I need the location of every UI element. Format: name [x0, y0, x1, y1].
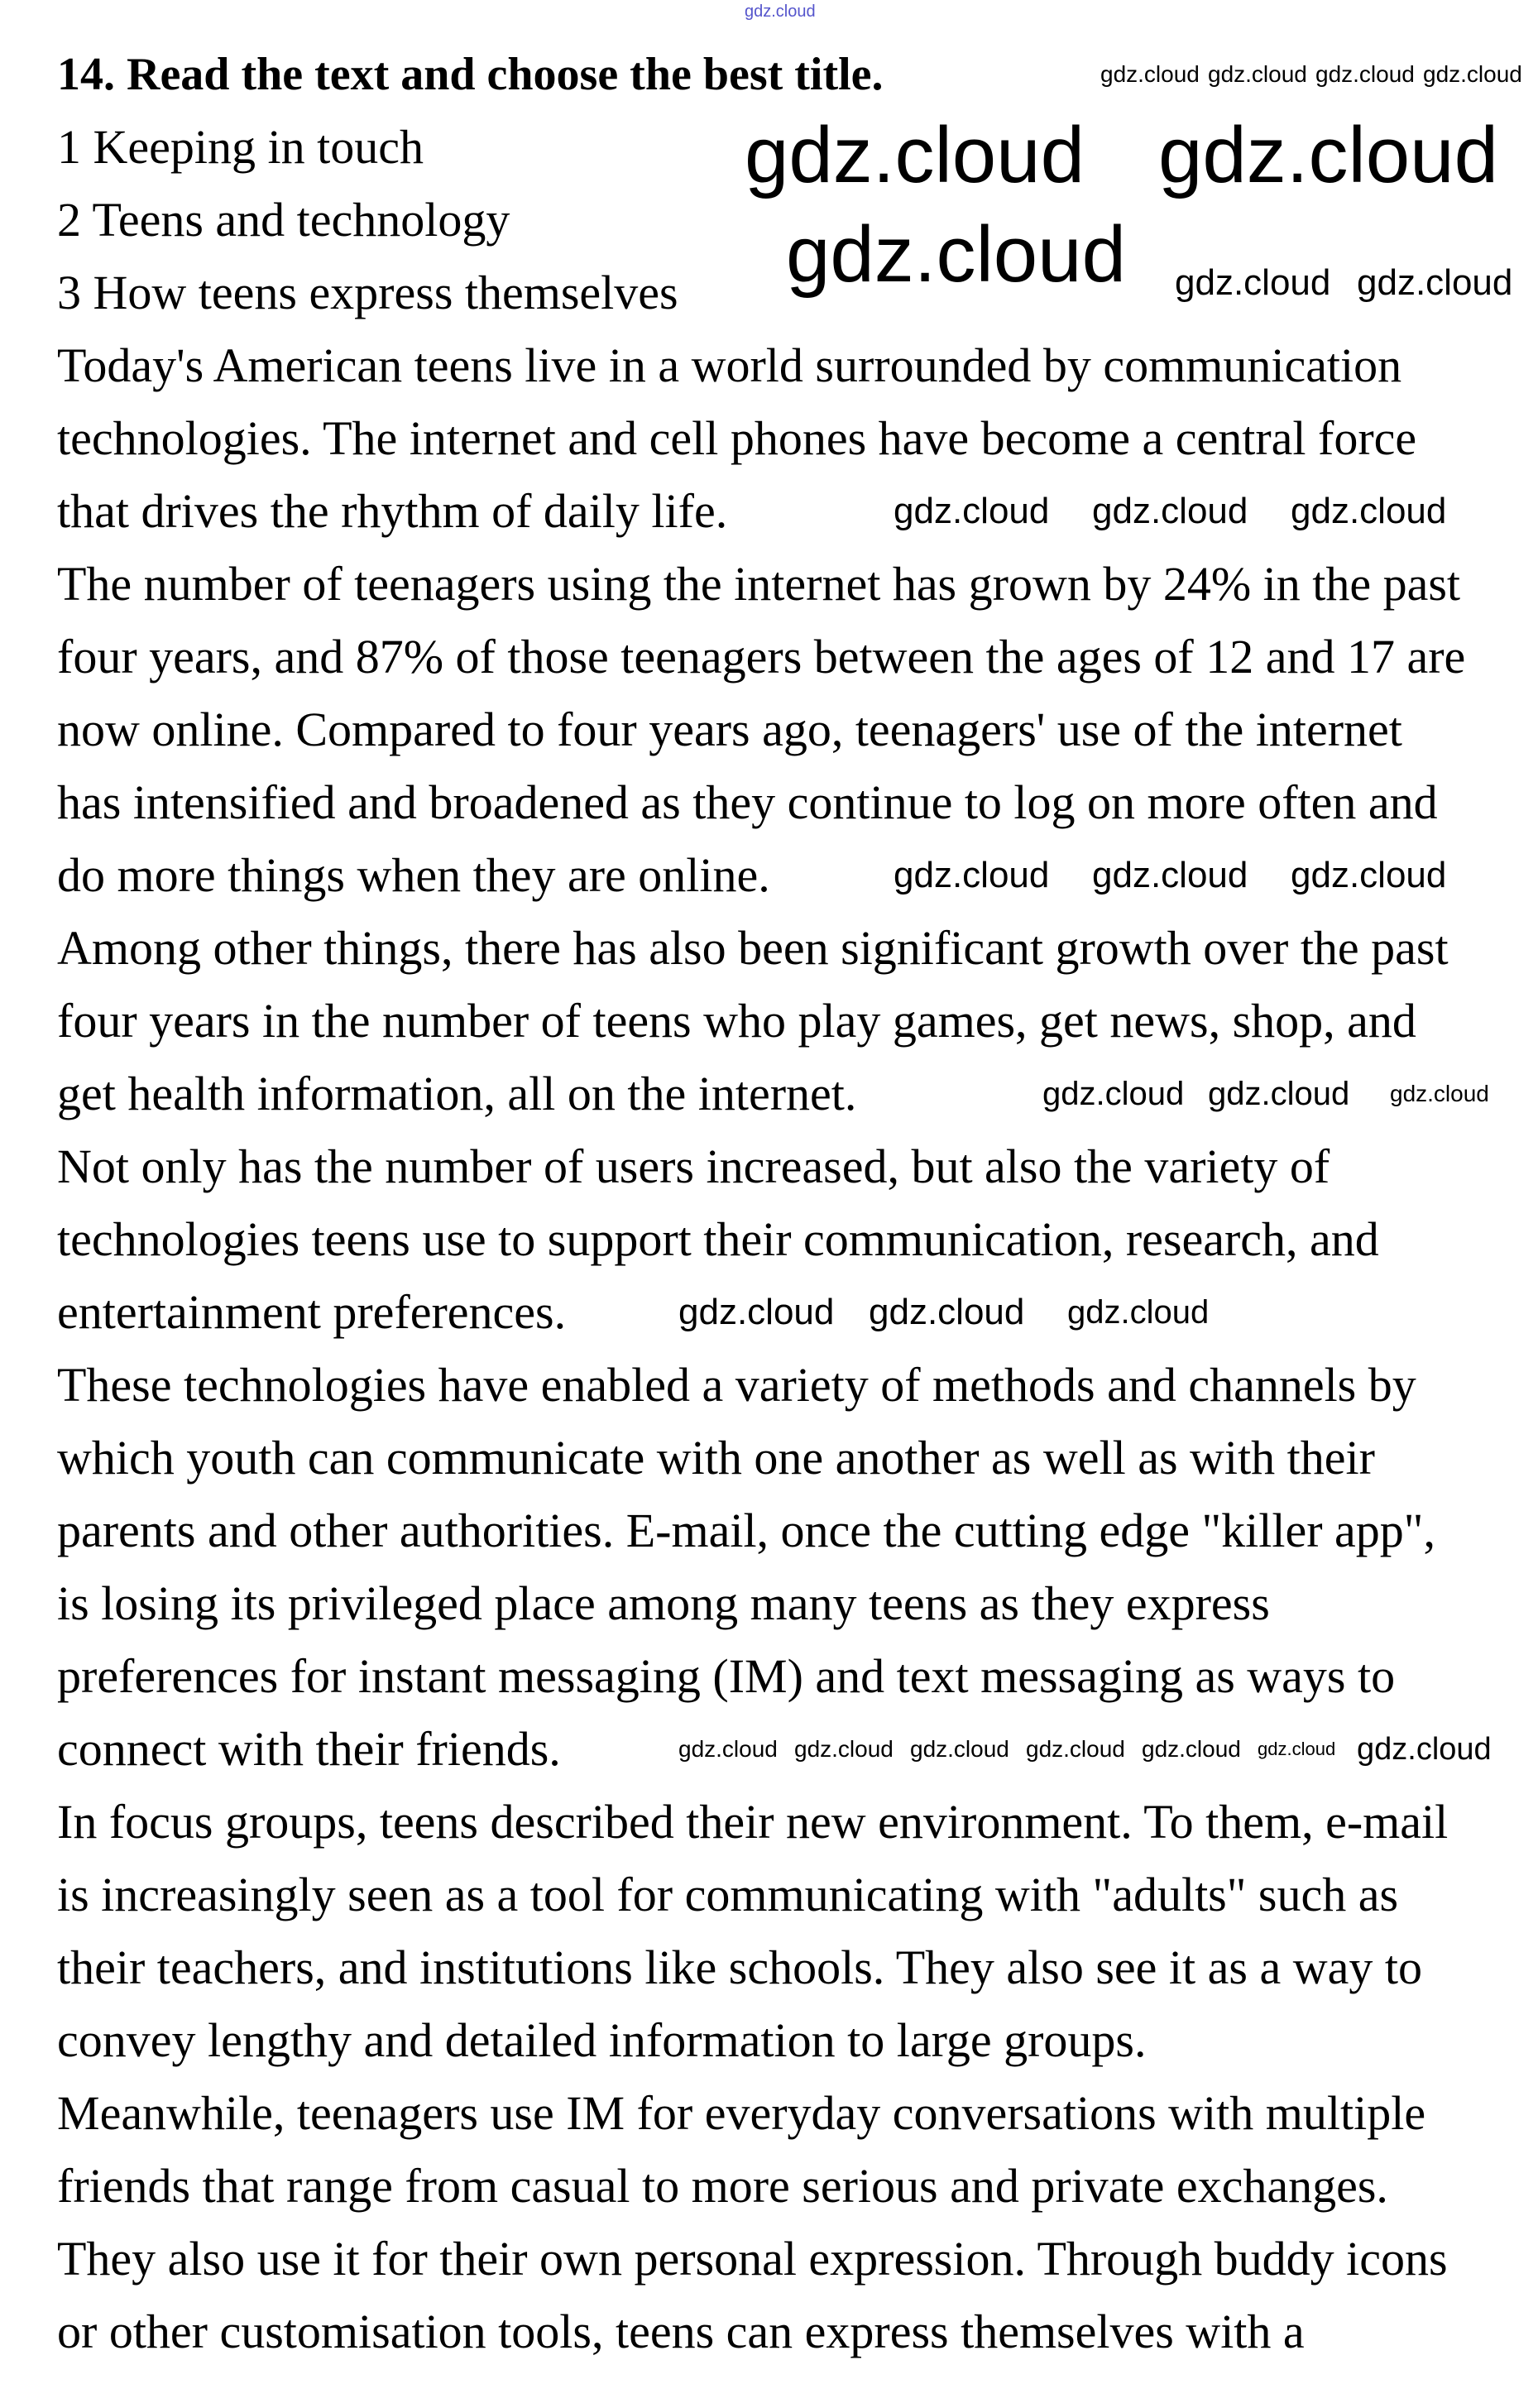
watermark: gdz.cloud — [745, 2, 816, 21]
text-line: convey lengthy and detailed information to large groups. — [57, 2013, 1147, 2067]
text-line: preferences for instant messaging (IM) and text messaging as ways to — [57, 1649, 1396, 1703]
text-line: do more things when they are online. — [57, 848, 770, 902]
watermark: gdz.cloud — [678, 1292, 835, 1332]
text-line: technologies teens use to support their communication, research, and — [57, 1212, 1379, 1266]
paragraph — [57, 1786, 1530, 2077]
text-line: The number of teenagers using the internet has grown by 24% in the past — [57, 557, 1461, 611]
exercise-heading: 14. Read the text and choose the best title. — [57, 49, 884, 100]
watermark: gdz.cloud — [1357, 262, 1513, 303]
text-line: They also use it for their own personal expression. Through buddy icons — [57, 2232, 1448, 2286]
document-body — [57, 38, 1530, 2368]
watermark: gdz.cloud — [1291, 855, 1447, 895]
watermark: gdz.cloud — [869, 1292, 1025, 1332]
text-line: These technologies have enabled a variety of methods and channels by — [57, 1358, 1416, 1412]
text-line: parents and other authorities. E-mail, once the cutting edge "killer app", — [57, 1504, 1435, 1557]
watermark: gdz.cloud — [1026, 1736, 1125, 1762]
watermark: gdz.cloud — [1042, 1076, 1185, 1112]
watermark: gdz.cloud — [1142, 1736, 1241, 1762]
watermark: gdz.cloud — [1175, 262, 1331, 303]
watermark: gdz.cloud — [894, 855, 1050, 895]
watermark: gdz.cloud — [745, 111, 1085, 199]
watermark: gdz.cloud — [1092, 491, 1248, 531]
text-line: four years, and 87% of those teenagers between the ages of 12 and 17 are — [57, 630, 1466, 684]
text-line: their teachers, and institutions like schools. They also see it as a way to — [57, 1940, 1422, 1994]
watermark: gdz.cloud — [678, 1736, 778, 1762]
text-line: Today's American teens live in a world surrounded by communication — [57, 338, 1402, 392]
text-line: Not only has the number of users increased, but also the variety of — [57, 1139, 1330, 1193]
text-line: that drives the rhythm of daily life. — [57, 484, 728, 538]
text-line: In focus groups, teens described their new environment. To them, e-mail — [57, 1795, 1449, 1849]
watermark: gdz.cloud — [786, 210, 1126, 299]
watermark: gdz.cloud — [1390, 1081, 1489, 1106]
text-line: is losing its privileged place among many teens as they express — [57, 1576, 1270, 1630]
text-line: which youth can communicate with one another as well as with their — [57, 1431, 1375, 1485]
text-line: Meanwhile, teenagers use IM for everyday conversations with multiple — [57, 2086, 1426, 2140]
text-line: has intensified and broadened as they continue to log on more often and — [57, 775, 1438, 829]
text-line: or other customisation tools, teens can express themselves with a — [57, 2305, 1305, 2358]
watermark: gdz.cloud — [1092, 855, 1248, 895]
text-line: entertainment preferences. — [57, 1285, 567, 1339]
watermark: gdz.cloud — [1291, 491, 1447, 531]
watermark: gdz.cloud — [1357, 1732, 1492, 1767]
text-line: connect with their friends. — [57, 1722, 561, 1776]
text-line: four years in the number of teens who play games, get news, shop, and — [57, 994, 1416, 1048]
text-line: now online. Compared to four years ago, teenagers' use of the internet — [57, 703, 1402, 756]
title-option: 3 How teens express themselves — [57, 266, 678, 319]
watermark: gdz.cloud — [894, 491, 1050, 531]
watermark: gdz.cloud — [1208, 61, 1307, 87]
watermark: gdz.cloud — [910, 1736, 1009, 1762]
watermark: gdz.cloud — [1258, 1739, 1336, 1759]
text-line: is increasingly seen as a tool for communicating with "adults" such as — [57, 1868, 1399, 1921]
watermark: gdz.cloud — [1067, 1294, 1210, 1331]
watermark: gdz.cloud — [1208, 1076, 1350, 1112]
paragraph — [57, 1349, 1530, 1786]
text-line: Among other things, there has also been significant growth over the past — [57, 921, 1449, 975]
paragraph — [57, 2077, 1530, 2368]
text-line: technologies. The internet and cell phones have become a central force — [57, 411, 1417, 465]
watermark: gdz.cloud — [1158, 111, 1498, 199]
text-line: get health information, all on the internet. — [57, 1067, 857, 1120]
watermark: gdz.cloud — [1423, 61, 1522, 87]
title-option: 1 Keeping in touch — [57, 120, 424, 174]
watermark: gdz.cloud — [1100, 61, 1200, 87]
watermark: gdz.cloud — [794, 1736, 894, 1762]
title-option: 2 Teens and technology — [57, 193, 510, 247]
text-line: friends that range from casual to more serious and private exchanges. — [57, 2159, 1388, 2213]
watermark: gdz.cloud — [1315, 61, 1415, 87]
